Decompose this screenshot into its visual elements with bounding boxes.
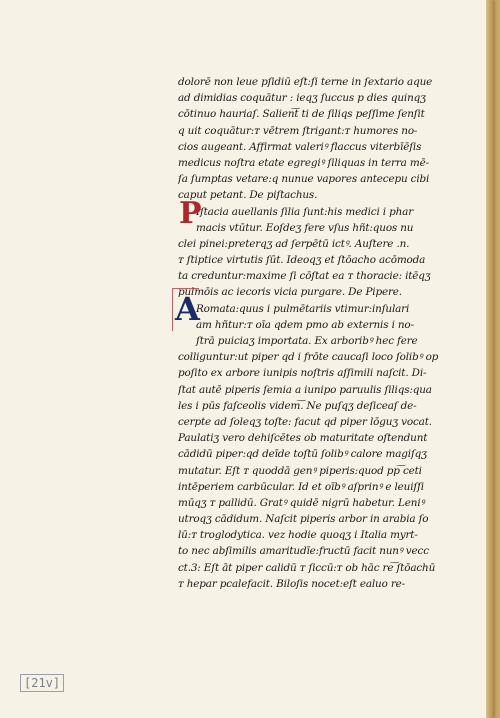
folio-label: [21v]: [20, 674, 64, 692]
text-line: q uit coquātur:ᴛ vētrem ſtrigant:ᴛ humores no-: [178, 124, 418, 137]
text-line: mutatur. Eſt ᴛ quoddā genꝰ piperis:quod pp͠ ceti: [178, 464, 422, 477]
text-line: macis vtūtur. Eoſdeʒ fere vſus hñt:quos nu: [196, 221, 414, 234]
text-line: Paulatiʒ vero dehiſcētes ob maturitate oſtendunt: [178, 432, 428, 445]
text-line: utroqʒ cādidum. Naſcit piperis arbor in arabia ſo: [178, 513, 429, 526]
page-edge: [486, 0, 493, 718]
decorated-initial-a: A: [175, 290, 200, 328]
text-line: lū:ᴛ troglodytica. vez hodie quoqʒ i Italia myrt-: [178, 529, 418, 542]
text-line: Romata:quus i pulmētariis vtimur:inſulari: [196, 302, 410, 315]
text-line: colliguntur:ut piper qd i frōte caucaſi loco ſolibꝰ op: [178, 351, 439, 364]
text-line: Iſtacia auellanis ſilia ſunt:his medici i phar: [196, 205, 414, 218]
text-line: ᴛ hepar pcalefacit. Biloſis nocet:eſt ealuo re-: [178, 577, 406, 590]
decorated-initial-p: P: [179, 196, 202, 231]
text-line: ſa ſumptas vetare:q nunue vapores antecepu cibi: [178, 173, 430, 186]
text-line: poſito ex arbore iunipis noſtris aſſimili naſcit. Di-: [178, 367, 427, 380]
text-line: to nec abſimilis amaritudīe:fructū facit nunꝰ vecc: [178, 545, 429, 558]
text-line: medicus noſtra etate egregiꝰ ſiliquas in terra mē-: [178, 156, 429, 169]
text-line: clei pinei:preterqʒ ad ſerpētū ictꝰ. Auſtere .n.: [178, 237, 410, 250]
text-line: cios augeant. Affirmat valeriꝰ flaccus viterbīēſis: [178, 140, 422, 153]
text-line: mūqʒ ᴛ pallidū. Gratꝰ quidē nigrū habetur. Leniꝰ: [178, 496, 425, 509]
text-line: ad dimidias coquātur : ieqʒ ſuccus p dies quinqʒ: [178, 92, 426, 105]
text-line: ſtat autē piperis ſemia a iunipo paruulis ſiliqs:qua: [178, 383, 432, 396]
text-line: dolorē non leue pſidiū eſt:ſi terne in ſextario aque: [178, 76, 433, 88]
text-line: cōtinuo hauriaſ. Salien͠t ti de ſiliqs peſſime ſenſit: [178, 108, 425, 121]
text-line: ct.3: Eſt āt piper calidū ᴛ ſiccū:ᴛ ob hāc re͠ ſtōachū: [178, 561, 436, 574]
text-line: cādidū piper:qd deīde toſtū ſolibꝰ calore magiſqʒ: [178, 448, 427, 461]
text-line: intēperiem carbūcular. Id et oībꝰ aſprinꝰ e leuiſſi: [178, 480, 424, 493]
text-block: [178, 74, 462, 592]
section-heading-line: caput petant. De piſtachus.: [178, 189, 318, 202]
text-line: am hñtur:ᴛ oīa qdem pmo ab externis i no-: [196, 318, 414, 331]
text-line: ᴛ ſtiptice virtutis ſūt. Ideoqʒ et ſtōacho acōmoda: [178, 254, 426, 267]
text-line: ſtrā puiciaʒ importata. Ex arboribꝰ hec fere: [196, 335, 418, 347]
text-line: les i pūs faſceolis videm͠. Ne puſqʒ deſiceaſ de-: [178, 399, 417, 412]
section-heading-line: pulmōis ac iecoris vicia purgare. De Pipere.: [178, 286, 402, 299]
text-line: ta creduntur:maxime ſi cōſtat ea ᴛ thoracie: itēqʒ: [178, 270, 431, 283]
text-line: cerpte ad ſoleqʒ toſte: facut qd piper lōguʒ vocat.: [178, 415, 432, 428]
